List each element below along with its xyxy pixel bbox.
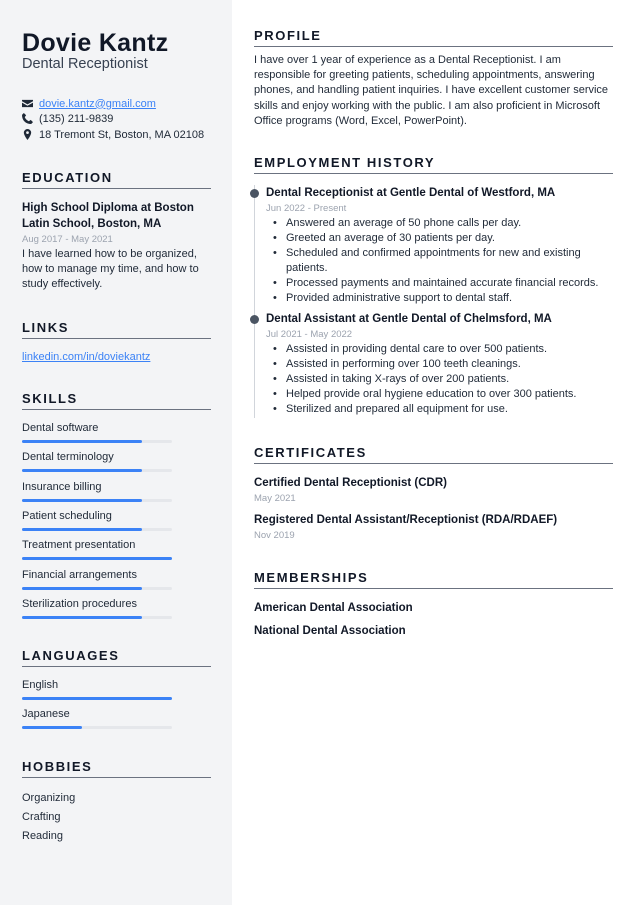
level-bar (22, 726, 172, 729)
job-entry (254, 311, 613, 417)
employment-section (254, 155, 613, 174)
envelope-icon (22, 98, 33, 109)
skill-item (22, 480, 172, 502)
level-fill (22, 697, 172, 700)
linkedin-link[interactable]: linkedin.com/in/doviekantz (22, 351, 151, 363)
job-bullet: • Scheduled and confirmed appointments for new and existing patients. (266, 246, 613, 276)
profile-text: I have over 1 year of experience as a Dental Receptionist. I am responsible for greeting patients, scheduling appointments, answering phones, and handling patient inquiries. I have excellent customer service skills and enjoy working with the public. I am also proficient in Microsoft Office programs (Word, Excel, PowerPoint). (254, 54, 609, 127)
membership-item: National Dental Association (254, 625, 406, 637)
hobby-item: Organizing (22, 792, 76, 804)
profile-section (254, 28, 613, 129)
hobby-item: Crafting (22, 811, 61, 823)
skill-item (22, 509, 172, 531)
job-bullet: • Assisted in performing over 100 teeth cleanings. (266, 357, 613, 372)
address: 18 Tremont St, Boston, MA 02108 (39, 128, 205, 141)
job-title: Dental Assistant at Gentle Dental of Chelmsford, MA (266, 313, 552, 325)
hobbies-section (22, 759, 211, 846)
job-bullet: • Assisted in taking X-rays of over 200 patients. (266, 372, 613, 387)
level-fill (22, 440, 142, 443)
links-section (22, 320, 211, 365)
level-fill (22, 528, 142, 531)
skill-item (22, 450, 172, 472)
skill-item (22, 597, 172, 619)
email-link[interactable]: dovie.kantz@gmail.com (39, 97, 156, 110)
candidate-name: Dovie Kantz (22, 29, 169, 57)
education-dates: Aug 2017 - May 2021 (22, 234, 113, 245)
job-bullet: • Provided administrative support to dental staff. (266, 291, 613, 306)
employment-heading: EMPLOYMENT HISTORY (254, 155, 613, 174)
level-fill (22, 499, 142, 502)
phone-number: (135) 211-9839 (39, 112, 114, 125)
job-bullets (266, 216, 613, 306)
education-degree: High School Diploma at Boston Latin School, Boston, MA (22, 202, 194, 230)
level-bar (22, 557, 172, 560)
phone-icon (22, 113, 33, 124)
job-entry (254, 185, 613, 306)
skill-item (22, 707, 172, 729)
level-bar (22, 469, 172, 472)
memberships-heading: MEMBERSHIPS (254, 570, 613, 589)
membership-item: American Dental Association (254, 602, 413, 614)
skill-item (22, 678, 172, 700)
skill-name: Treatment presentation (22, 539, 136, 552)
certificate-name: Registered Dental Assistant/Receptionist (RDA/RDAEF) (254, 514, 558, 526)
skill-item (22, 538, 172, 560)
job-bullet: • Helped provide oral hygiene education to over 300 patients. (266, 387, 613, 402)
skill-item (22, 421, 172, 443)
skills-section (22, 391, 211, 410)
hobby-item: Reading (22, 830, 63, 842)
skill-name: Insurance billing (22, 480, 102, 493)
level-bar (22, 499, 172, 502)
timeline-dot (250, 189, 259, 198)
skill-name: Sterilization procedures (22, 597, 137, 610)
skill-name: Financial arrangements (22, 568, 137, 581)
level-bar (22, 528, 172, 531)
skill-name: English (22, 679, 59, 691)
job-bullet: • Greeted an average of 30 patients per day. (266, 231, 613, 246)
certificate-date: Nov 2019 (254, 530, 295, 541)
level-bar (22, 587, 172, 590)
skill-name: Patient scheduling (22, 509, 112, 522)
skill-name: Dental terminology (22, 451, 114, 464)
level-fill (22, 587, 142, 590)
job-title: Dental Receptionist at Gentle Dental of Westford, MA (266, 187, 556, 199)
certificate-name: Certified Dental Receptionist (CDR) (254, 477, 447, 489)
contact-phone (22, 111, 113, 126)
job-bullet: • Processed payments and maintained accurate financial records. (266, 276, 613, 291)
job-list (254, 185, 613, 422)
links-heading: LINKS (22, 320, 211, 339)
languages-heading: LANGUAGES (22, 648, 211, 667)
education-heading: EDUCATION (22, 170, 211, 189)
job-dates: Jul 2021 - May 2022 (266, 329, 353, 340)
education-description: I have learned how to be organized, how to manage my time, and how to study effectively. (22, 248, 199, 290)
certificates-section (254, 445, 613, 543)
level-fill (22, 557, 172, 560)
profile-heading: PROFILE (254, 28, 613, 47)
job-bullet: • Answered an average of 50 phone calls per day. (266, 216, 613, 231)
skills-heading: SKILLS (22, 391, 211, 410)
skill-name: Dental software (22, 422, 99, 434)
level-bar (22, 440, 172, 443)
hobbies-heading: HOBBIES (22, 759, 211, 778)
level-bar (22, 616, 172, 619)
job-bullets (266, 342, 613, 417)
level-fill (22, 726, 82, 729)
contact-address (22, 127, 204, 142)
level-fill (22, 469, 142, 472)
languages-section (22, 648, 211, 667)
skill-item (22, 568, 172, 590)
skill-name: Japanese (22, 708, 70, 721)
education-section (22, 170, 211, 292)
timeline-dot (250, 315, 259, 324)
level-fill (22, 616, 142, 619)
job-title: Dental Receptionist (22, 56, 148, 72)
map-pin-icon (22, 129, 33, 140)
certificates-heading: CERTIFICATES (254, 445, 613, 464)
job-dates: Jun 2022 - Present (266, 203, 347, 214)
level-bar (22, 697, 172, 700)
contact-email (22, 96, 156, 111)
certificate-date: May 2021 (254, 493, 296, 504)
job-bullet: • Assisted in providing dental care to over 500 patients. (266, 342, 613, 357)
job-bullet: • Sterilized and prepared all equipment for use. (266, 402, 613, 417)
memberships-section (254, 570, 613, 639)
